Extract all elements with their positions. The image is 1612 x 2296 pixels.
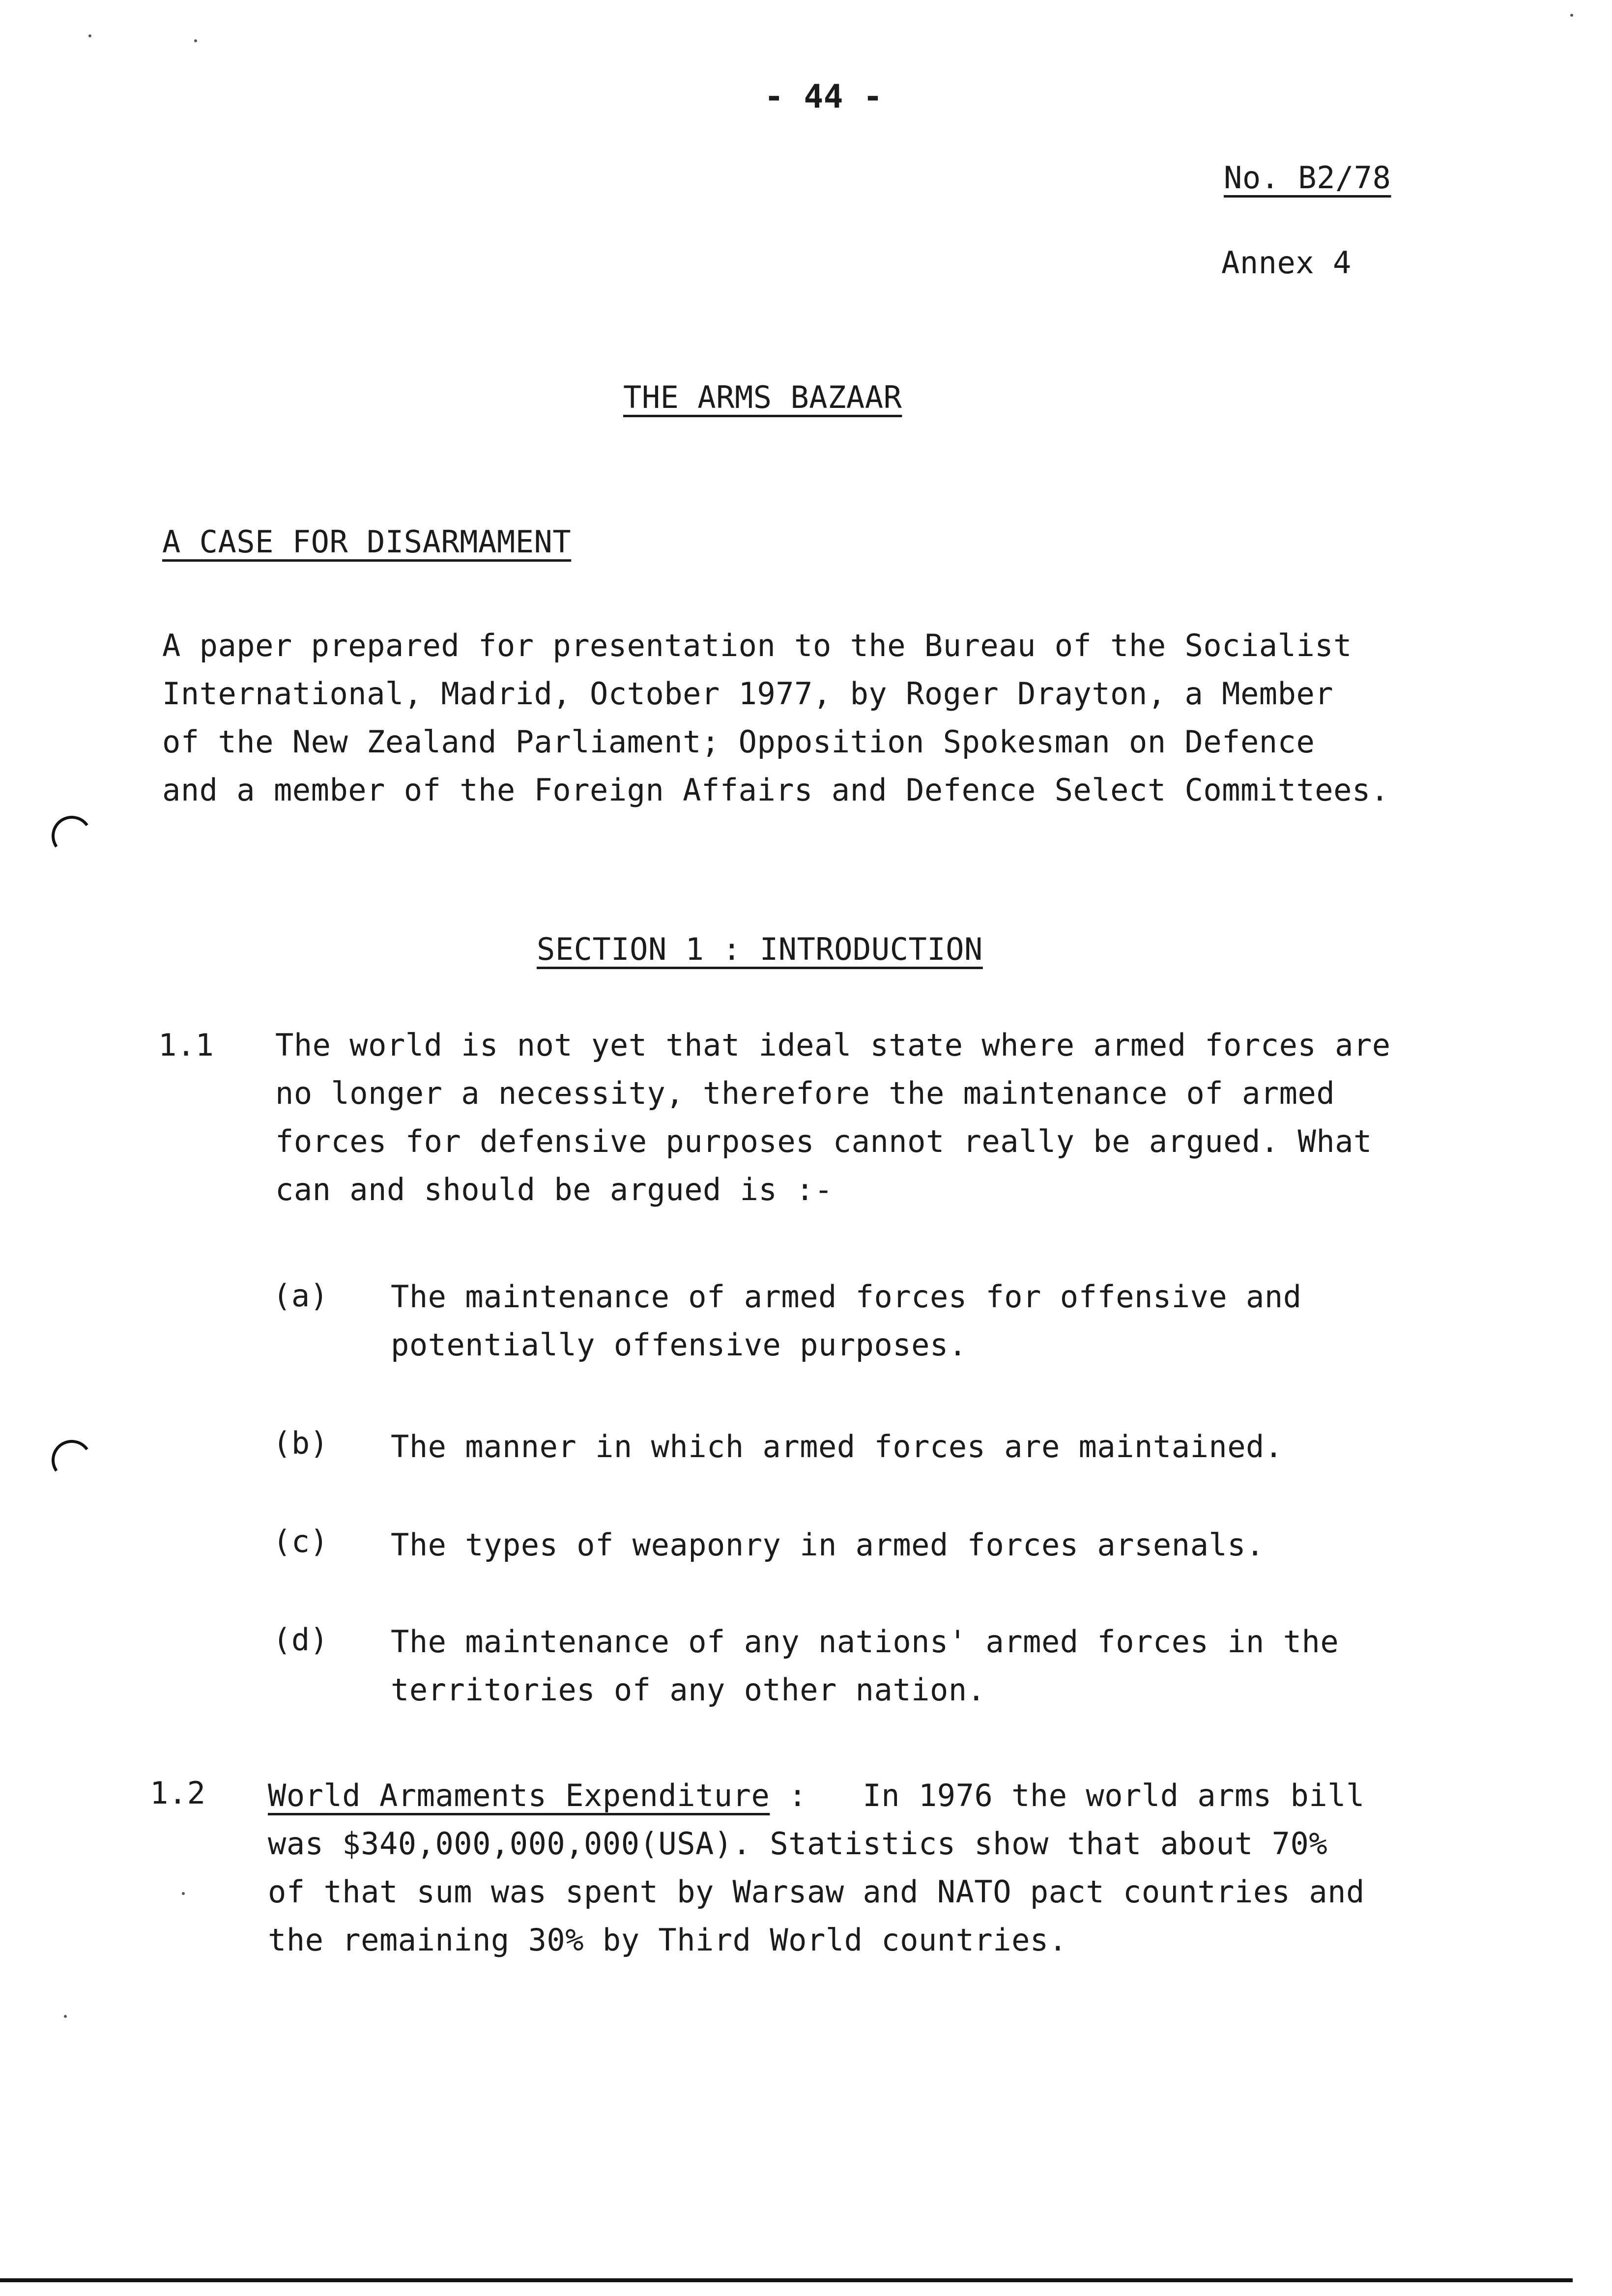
speck bbox=[64, 2015, 67, 2018]
list-item-line: The maintenance of any nations' armed forces in the bbox=[391, 1624, 1339, 1660]
paragraph-heading: World Armaments Expenditure bbox=[268, 1778, 770, 1813]
punch-hole-mark bbox=[49, 1437, 95, 1484]
intro-paragraph bbox=[162, 622, 1389, 814]
paragraph-line: was $340,000,000,000(USA). Statistics show that about 70% bbox=[268, 1826, 1328, 1862]
annex-label: Annex 4 bbox=[1221, 245, 1352, 281]
speck bbox=[1570, 14, 1573, 17]
list-item-label: (a) bbox=[273, 1278, 329, 1314]
list-item-line: The types of weaponry in armed forces arsenals. bbox=[391, 1527, 1265, 1563]
speck bbox=[88, 34, 91, 37]
document-subtitle: A CASE FOR DISARMAMENT bbox=[162, 524, 572, 560]
paragraph-line: forces for defensive purposes cannot really be argued. What bbox=[275, 1123, 1372, 1159]
speck bbox=[182, 1892, 185, 1895]
list-item bbox=[391, 1273, 1302, 1369]
paragraph-line: the remaining 30% by Third World countries. bbox=[268, 1922, 1067, 1958]
intro-line: of the New Zealand Parliament; Opposition Spokesman on Defence bbox=[162, 724, 1315, 760]
list-item-line: The maintenance of armed forces for offensive and bbox=[391, 1279, 1302, 1315]
document-number: No. B2/78 bbox=[1224, 160, 1391, 196]
paragraph-1-2 bbox=[268, 1772, 1365, 1964]
paragraph-line: The world is not yet that ideal state where armed forces are bbox=[275, 1027, 1391, 1063]
punch-hole-mark bbox=[49, 813, 95, 860]
list-item-line: potentially offensive purposes. bbox=[391, 1327, 967, 1363]
list-item bbox=[391, 1618, 1339, 1714]
paragraph-line: can and should be argued is :- bbox=[275, 1172, 833, 1207]
page-number: - 44 - bbox=[764, 78, 883, 115]
list-item-label: (b) bbox=[273, 1425, 329, 1461]
document-title: THE ARMS BAZAAR bbox=[623, 379, 902, 415]
paragraph-number: 1.2 bbox=[150, 1775, 206, 1811]
list-item bbox=[391, 1423, 1283, 1471]
list-item-label: (d) bbox=[273, 1622, 329, 1658]
intro-line: A paper prepared for presentation to the Bureau of the Socialist bbox=[162, 628, 1352, 663]
paragraph-1-1 bbox=[275, 1021, 1391, 1214]
list-item-line: territories of any other nation. bbox=[391, 1672, 986, 1708]
paragraph-line: no longer a necessity, therefore the maintenance of armed bbox=[275, 1075, 1335, 1111]
section-heading: SECTION 1 : INTRODUCTION bbox=[537, 931, 983, 967]
list-item-label: (c) bbox=[273, 1523, 329, 1559]
paragraph-number: 1.1 bbox=[158, 1027, 214, 1063]
intro-line: International, Madrid, October 1977, by Roger Drayton, a Member bbox=[162, 676, 1334, 712]
paragraph-line: of that sum was spent by Warsaw and NATO pact countries and bbox=[268, 1874, 1365, 1910]
speck bbox=[194, 39, 197, 42]
bottom-edge-line bbox=[0, 2278, 1573, 2282]
list-item-line: The manner in which armed forces are maintained. bbox=[391, 1429, 1283, 1464]
list-item bbox=[391, 1521, 1265, 1569]
paragraph-line bbox=[268, 1772, 1365, 1820]
intro-line: and a member of the Foreign Affairs and Defence Select Committees. bbox=[162, 772, 1389, 808]
paragraph-heading-rest: : In 1976 the world arms bill bbox=[770, 1778, 1365, 1813]
